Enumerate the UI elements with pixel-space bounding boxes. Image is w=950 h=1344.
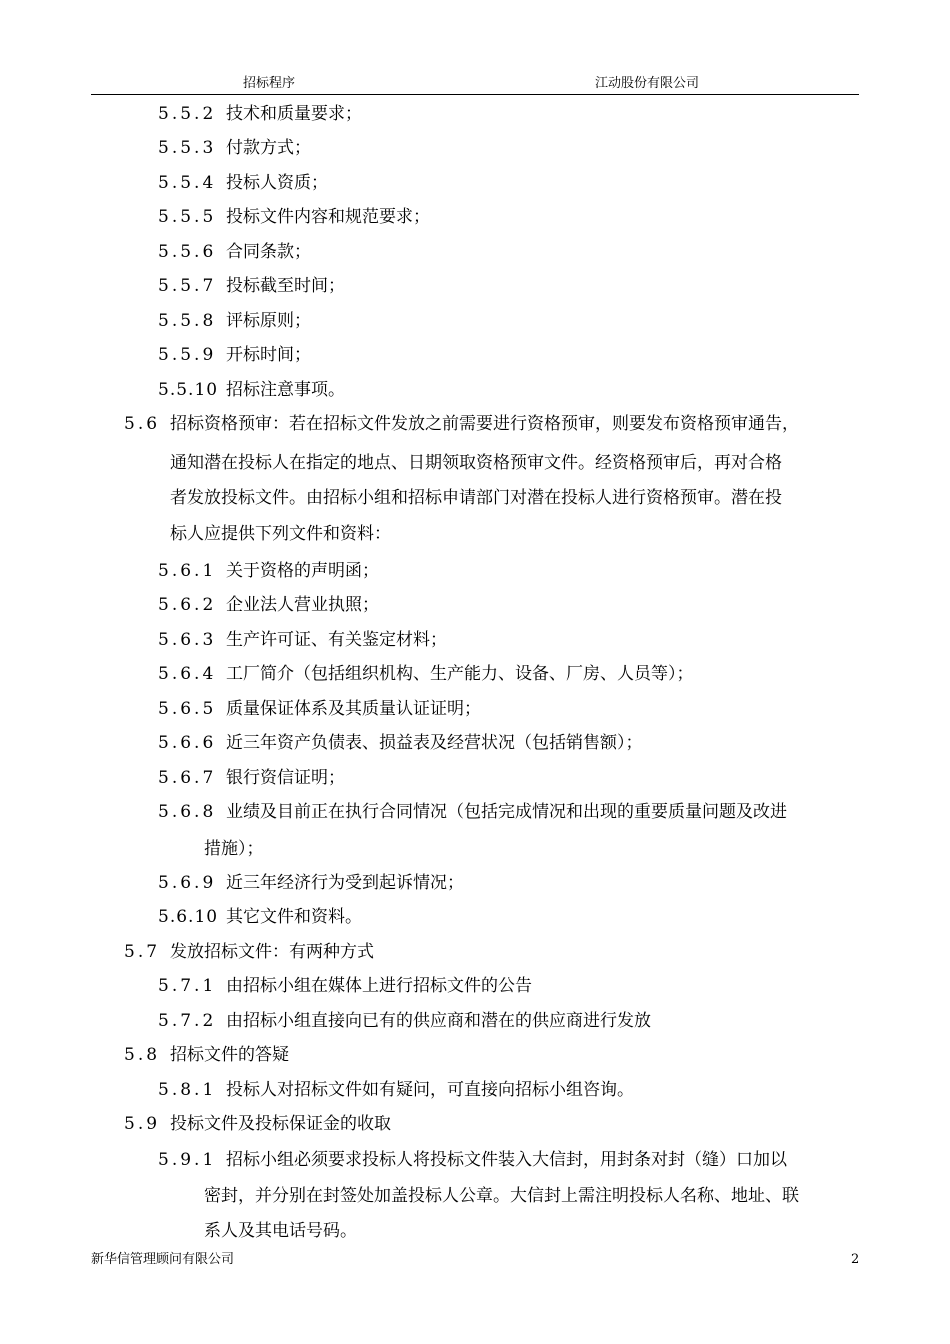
item-text: 开标时间； bbox=[226, 345, 311, 365]
footer-company: 新华信管理顾问有限公司 bbox=[91, 1252, 235, 1267]
item-text: 关于资格的声明函； bbox=[226, 561, 379, 581]
item-text: 投标人对招标文件如有疑问，可直接向招标小组咨询。 bbox=[226, 1080, 634, 1100]
list-item bbox=[158, 378, 345, 402]
item-text: 合同条款； bbox=[226, 242, 311, 262]
page-number: 2 bbox=[851, 1252, 860, 1267]
item-number: 5.6.4 bbox=[158, 664, 217, 684]
list-item bbox=[158, 559, 379, 583]
paragraph-line: 者发放投标文件。由招标小组和招标申请部门对潜在投标人进行资格预审。潜在投 bbox=[170, 488, 782, 508]
item-text: 企业法人营业执照； bbox=[226, 595, 379, 615]
item-text: 投标人资质； bbox=[226, 173, 328, 193]
item-number: 5.5.9 bbox=[158, 345, 217, 365]
list-item bbox=[158, 136, 311, 160]
section-text: 投标文件及投标保证金的收取 bbox=[170, 1114, 391, 1134]
item-text: 质量保证体系及其质量认证证明； bbox=[226, 699, 481, 719]
section-number: 5.7 bbox=[124, 942, 161, 962]
list-item bbox=[158, 240, 311, 264]
item-number: 5.7.1 bbox=[158, 976, 217, 996]
list-item bbox=[158, 766, 345, 790]
item-number: 5.5.7 bbox=[158, 276, 217, 296]
item-number: 5.5.2 bbox=[158, 104, 217, 124]
list-item bbox=[158, 974, 532, 998]
list-item bbox=[158, 1148, 787, 1172]
section-number: 5.8 bbox=[124, 1045, 161, 1065]
item-number: 5.6.5 bbox=[158, 699, 217, 719]
header-title: 招标程序 bbox=[243, 76, 296, 91]
list-item-continuation: 密封，并分别在封签处加盖投标人公章。大信封上需注明投标人名称、地址、联 bbox=[204, 1186, 799, 1206]
section-heading bbox=[124, 1043, 289, 1067]
section-text: 招标资格预审：若在招标文件发放之前需要进行资格预审，则要发布资格预审通告， bbox=[170, 414, 799, 434]
item-number: 5.6.1 bbox=[158, 561, 217, 581]
section-heading bbox=[124, 412, 799, 436]
item-text: 其它文件和资料。 bbox=[226, 907, 362, 927]
item-text: 评标原则； bbox=[226, 311, 311, 331]
item-text: 工厂简介（包括组织机构、生产能力、设备、厂房、人员等）； bbox=[226, 664, 694, 684]
section-text: 招标文件的答疑 bbox=[170, 1045, 289, 1065]
list-item bbox=[158, 309, 311, 333]
item-text: 投标文件内容和规范要求； bbox=[226, 207, 430, 227]
section-heading bbox=[124, 1112, 391, 1136]
item-text: 投标截至时间； bbox=[226, 276, 345, 296]
item-text: 银行资信证明； bbox=[226, 768, 345, 788]
header-company: 江动股份有限公司 bbox=[595, 76, 700, 91]
item-number: 5.5.3 bbox=[158, 138, 217, 158]
item-text: 付款方式； bbox=[226, 138, 311, 158]
item-number: 5.5.10 bbox=[158, 380, 219, 400]
item-text: 近三年资产负债表、损益表及经营状况（包括销售额）； bbox=[226, 733, 643, 753]
section-number: 5.6 bbox=[124, 414, 161, 434]
item-number: 5.6.7 bbox=[158, 768, 217, 788]
item-number: 5.5.8 bbox=[158, 311, 217, 331]
paragraph-line: 通知潜在投标人在指定的地点、日期领取资格预审文件。经资格预审后，再对合格 bbox=[170, 453, 782, 473]
list-item bbox=[158, 205, 430, 229]
list-item-continuation: 措施）； bbox=[204, 839, 264, 859]
item-text: 技术和质量要求； bbox=[226, 104, 362, 124]
item-text: 由招标小组在媒体上进行招标文件的公告 bbox=[226, 976, 532, 996]
item-text: 招标注意事项。 bbox=[226, 380, 345, 400]
section-text: 发放招标文件：有两种方式 bbox=[170, 942, 374, 962]
page-header bbox=[91, 74, 859, 95]
list-item bbox=[158, 1009, 651, 1033]
list-item bbox=[158, 274, 345, 298]
list-item bbox=[158, 905, 362, 929]
section-heading bbox=[124, 940, 374, 964]
item-text: 生产许可证、有关鉴定材料； bbox=[226, 630, 447, 650]
item-number: 5.8.1 bbox=[158, 1080, 217, 1100]
section-number: 5.9 bbox=[124, 1114, 161, 1134]
item-number: 5.7.2 bbox=[158, 1011, 217, 1031]
item-text: 由招标小组直接向已有的供应商和潜在的供应商进行发放 bbox=[226, 1011, 651, 1031]
list-item bbox=[158, 102, 362, 126]
list-item bbox=[158, 628, 447, 652]
list-item bbox=[158, 871, 464, 895]
item-number: 5.6.3 bbox=[158, 630, 217, 650]
item-number: 5.9.1 bbox=[158, 1150, 217, 1170]
item-number: 5.5.6 bbox=[158, 242, 217, 262]
item-number: 5.6.9 bbox=[158, 873, 217, 893]
item-number: 5.5.5 bbox=[158, 207, 217, 227]
item-number: 5.6.2 bbox=[158, 595, 217, 615]
paragraph-line: 标人应提供下列文件和资料： bbox=[170, 524, 391, 544]
item-number: 5.6.8 bbox=[158, 802, 217, 822]
list-item bbox=[158, 171, 328, 195]
list-item bbox=[158, 593, 379, 617]
item-text: 近三年经济行为受到起诉情况； bbox=[226, 873, 464, 893]
item-text: 招标小组必须要求投标人将投标文件装入大信封，用封条对封（缝）口加以 bbox=[226, 1150, 787, 1170]
list-item bbox=[158, 1078, 634, 1102]
list-item-continuation: 系人及其电话号码。 bbox=[204, 1221, 357, 1241]
list-item bbox=[158, 662, 694, 686]
item-text: 业绩及目前正在执行合同情况（包括完成情况和出现的重要质量问题及改进 bbox=[226, 802, 787, 822]
list-item bbox=[158, 800, 787, 824]
item-number: 5.6.10 bbox=[158, 907, 219, 927]
item-number: 5.6.6 bbox=[158, 733, 217, 753]
list-item bbox=[158, 697, 481, 721]
list-item bbox=[158, 343, 311, 367]
item-number: 5.5.4 bbox=[158, 173, 217, 193]
list-item bbox=[158, 731, 643, 755]
